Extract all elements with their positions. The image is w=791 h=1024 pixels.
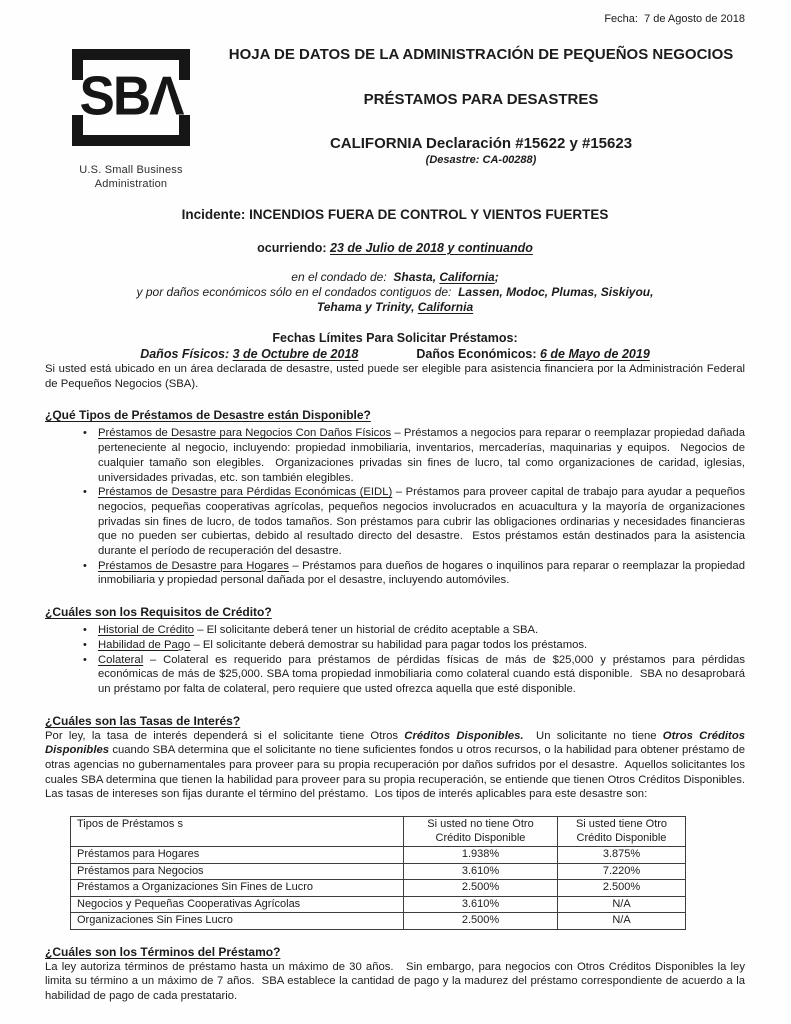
- loan-type-cell: Negocios y Pequeñas Cooperativas Agrícolas: [71, 896, 404, 913]
- interest-rates-table: [70, 816, 686, 930]
- occurring-label: ocurriendo:: [257, 241, 331, 255]
- rate-cell: 3.610%: [404, 863, 558, 880]
- rates-bold-1: Créditos Disponibles.: [404, 729, 524, 742]
- rate-cell: 3.875%: [558, 847, 686, 864]
- list-item: [45, 638, 745, 653]
- list-item: [45, 485, 749, 559]
- sba-logo: [45, 36, 217, 191]
- sba-logo-caption-line1: U.S. Small Business: [79, 164, 183, 176]
- contiguous-names: Lassen, Modoc, Plumas, Siskiyou,: [458, 285, 654, 299]
- title-block: [217, 36, 745, 191]
- table-row: [71, 863, 686, 880]
- subtitle: PRÉSTAMOS PARA DESASTRES: [363, 91, 599, 108]
- list-item: [45, 653, 749, 697]
- physical-deadline-label: Daños Físicos:: [140, 347, 233, 361]
- contiguous-state: California: [417, 300, 474, 314]
- loan-type-cell: Préstamos a Organizaciones Sin Fines de Lucro: [71, 880, 404, 897]
- rate-cell: 2.500%: [404, 913, 558, 930]
- rate-cell: 2.500%: [558, 880, 686, 897]
- bullet-text: – El solicitante deberá demostrar su habilidad para pagar todos los préstamos.: [190, 638, 588, 651]
- credit-requirements-list: [45, 623, 749, 697]
- bullet-title: Préstamos de Desastre para Pérdidas Económicas (EIDL): [98, 486, 393, 499]
- occurring-date: 23 de Julio de 2018 y continuando: [330, 241, 533, 255]
- county-suffix: ;: [494, 270, 499, 284]
- bullet-text: – Préstamos a negocios para reparar o reemplazar propiedad dañada perteneciente al negocio, incluyendo: propiedad inmobiliaria, inventarios, mercaderías, maquinarias y equipos. Negocios de cualquier tamaño son elegibles. Organizaciones privadas sin fines de lucro, tal como organizaciones de caridad, iglesias, universidades privadas, etc. son también elegibles.: [98, 427, 752, 484]
- rate-cell: N/A: [558, 896, 686, 913]
- disaster-code: (Desastre: CA-00288): [425, 154, 537, 166]
- bullet-text: – El solicitante deberá tener un historial de crédito aceptable a SBA.: [194, 624, 539, 637]
- incident-line: Incidente: INCENDIOS FUERA DE CONTROL Y VIENTOS FUERTES: [181, 207, 609, 222]
- bullet-title: Historial de Crédito: [98, 624, 195, 637]
- county-state: California: [439, 270, 495, 284]
- loan-types-list: [45, 426, 752, 588]
- rates-paragraph: [45, 729, 752, 803]
- rate-cell: 7.220%: [558, 863, 686, 880]
- list-item: [45, 426, 752, 485]
- intro-paragraph: Si usted está ubicado en un área declarada de desastre, usted puede ser elegible para asistencia financiera por la Administración Federal de Pequeños Negocios (SBA).: [45, 363, 749, 390]
- sba-logo-letters: SBΛ: [79, 65, 183, 128]
- column-header-no-other-credit: Si usted no tiene Otro Crédito Disponible: [404, 817, 558, 847]
- main-title: HOJA DE DATOS DE LA ADMINISTRACIÓN DE PEQUEÑOS NEGOCIOS: [228, 46, 734, 63]
- economic-deadline-date: 6 de Mayo de 2019: [540, 347, 650, 361]
- bullet-text: – Colateral es requerido para préstamos de pérdidas físicas de más de $25,000 y préstamos para pérdidas económicas de más de $25,000. SBA toma propiedad inmobiliaria como colateral cuando está disponible. SBA no desaprobará un préstamo por falta de colateral, pero requiere que usted ofrezca aquella que esté disponible.: [98, 653, 749, 695]
- sba-logo-caption-line2: Administration: [94, 178, 168, 190]
- list-item: [45, 623, 745, 638]
- rates-bold-2: Otros Créditos Disponibles: [45, 729, 745, 757]
- date-label: Fecha: 7 de Agosto de 2018: [604, 13, 745, 25]
- sba-logo-caption: [79, 163, 182, 191]
- section-heading-terms: ¿Cuáles son los Términos del Préstamo?: [45, 944, 281, 959]
- deadlines-title: Fechas Límites Para Solicitar Préstamos:: [272, 331, 518, 345]
- county-intro: en el condado de:: [291, 270, 394, 284]
- section-heading-credit: ¿Cuáles son los Requisitos de Crédito?: [45, 605, 272, 620]
- terms-paragraph: La ley autoriza términos de préstamo hasta un máximo de 30 años. Sin embargo, para negocios con Otros Créditos Disponibles la ley limita su término a un máximo de 7 años. SBA establece la cantidad de pago y la madurez del préstamo correspondiente de acuerdo a la habilidad de pago de cada prestatario.: [45, 960, 749, 1003]
- document-header: [45, 36, 745, 191]
- column-header-other-credit: Si usted tiene Otro Crédito Disponible: [558, 817, 686, 847]
- table-row: [71, 880, 686, 897]
- rate-cell: N/A: [558, 913, 686, 930]
- bullet-title: Préstamos de Desastre para Negocios Con Daños Físicos: [98, 427, 392, 440]
- rates-text-2: Un solicitante no tiene: [523, 729, 663, 742]
- rates-text-3: cuando SBA determina que el solicitante no tiene suficientes fondos u otros recursos, o la habilidad para obtener préstamo de otras agencias no gubernamentales para proveer para su propia recuperación por daños sufridos por el desastre. Aquellos solicitantes los cuales SBA determina que tienen la habilidad para proveer para su propia recuperación, se entiende que tienen Otros Créditos Disponibles. Las tasas de intereses son fijas durante el término del préstamo. Los tipos de interés aplicables para este desastre son:: [45, 744, 752, 801]
- physical-deadline: [140, 346, 358, 362]
- section-heading-rates: ¿Cuáles son las Tasas de Interés?: [45, 713, 241, 728]
- bullet-title: Colateral: [98, 653, 144, 666]
- county-line-2: [45, 285, 745, 300]
- loan-type-cell: Préstamos para Negocios: [71, 863, 404, 880]
- rate-cell: 1.938%: [404, 847, 558, 864]
- list-item: [45, 559, 749, 588]
- county-names: Shasta,: [393, 270, 440, 284]
- table-row: [71, 896, 686, 913]
- sba-logo-mark: [72, 49, 190, 146]
- bullet-title: Préstamos de Desastre para Hogares: [98, 559, 289, 572]
- county-line-1: [45, 270, 745, 285]
- loan-type-cell: Organizaciones Sin Fines Lucro: [71, 913, 404, 930]
- loan-type-cell: Préstamos para Hogares: [71, 847, 404, 864]
- rate-cell: 3.610%: [404, 896, 558, 913]
- county-line-3: [45, 300, 745, 315]
- economic-deadline-label: Daños Económicos:: [416, 347, 540, 361]
- rate-cell: 2.500%: [404, 880, 558, 897]
- contiguous-intro: y por daños económicos sólo en el condados contiguos de:: [136, 285, 459, 299]
- economic-deadline: [416, 346, 649, 362]
- bullet-text: – Préstamos para proveer capital de trabajo para ayudar a pequeños negocios, pequeñas cooperativas agrícolas, pequeños negocios involucrados en acuacultura y la mayoría de organizaciones privadas sin fines de lucro, de todos tamaños. Son préstamos para cubrir las obligaciones ordinarias y necesidades financieras que no pueden ser cubiertas, debido al resultado directo del desastre. Estos préstamos están destinados para la asistencia durante el período de recuperación del desastre.: [98, 486, 749, 558]
- rates-text-1: Por ley, la tasa de interés dependerá si el solicitante tiene Otros: [45, 729, 405, 742]
- contiguous-names-2: Tehama y Trinity,: [316, 300, 418, 314]
- deadlines-line: [45, 346, 745, 362]
- physical-deadline-date: 3 de Octubre de 2018: [232, 347, 359, 361]
- declaration-title: CALIFORNIA Declaración #15622 y #15623: [329, 135, 633, 152]
- bullet-title: Habilidad de Pago: [98, 638, 191, 651]
- bullet-text: – Préstamos para dueños de hogares o inquilinos para reparar o reemplazar la propiedad inmobiliaria y propiedad personal dañada por el desastre, incluyendo automóviles.: [98, 559, 749, 587]
- occurring-line: [45, 241, 745, 255]
- column-header-loan-type: Tipos de Préstamos s: [71, 817, 404, 847]
- table-header-row: [71, 817, 686, 847]
- section-heading-loan-types: ¿Qué Tipos de Préstamos de Desastre están Disponible?: [45, 408, 371, 423]
- table-row: [71, 913, 686, 930]
- table-row: [71, 847, 686, 864]
